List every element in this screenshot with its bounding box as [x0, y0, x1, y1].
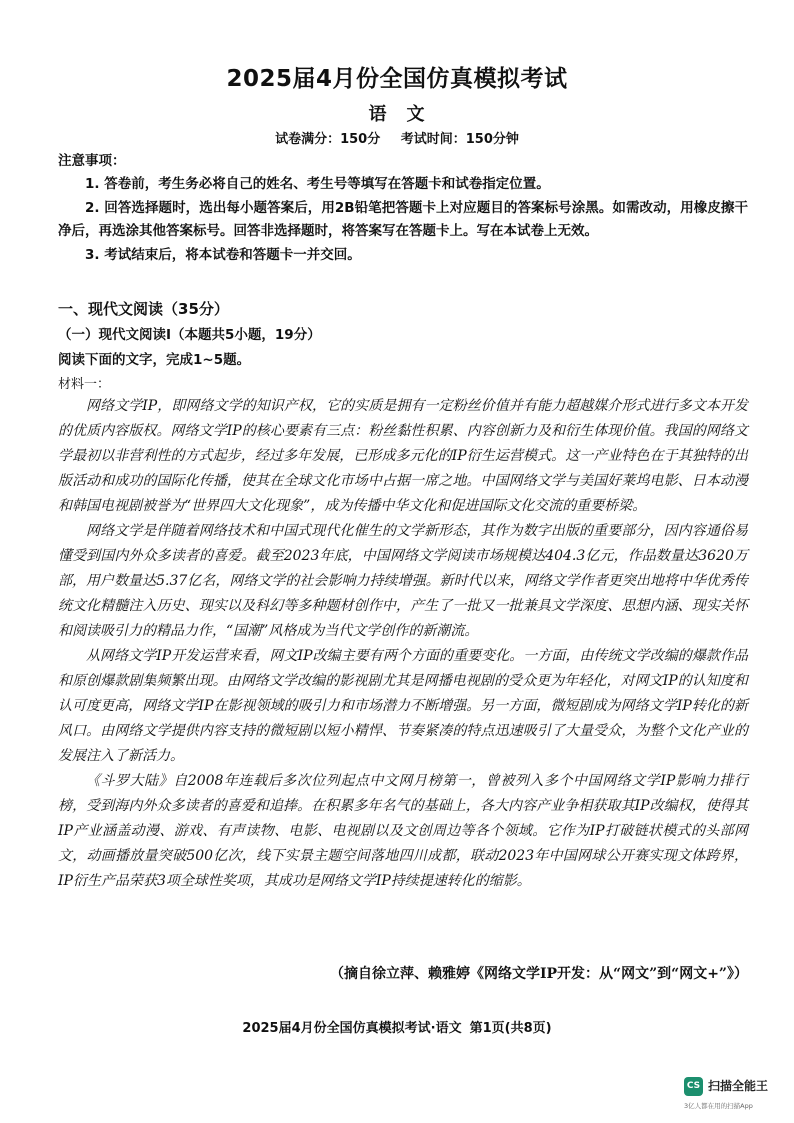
notes-block [58, 150, 748, 267]
section-title: 一、现代文阅读（35分） [58, 300, 229, 318]
watermark-name: 扫描全能王 [708, 1079, 769, 1093]
section-subtitle: （一）现代文阅读Ⅰ（本题共5小题，19分） [58, 327, 321, 343]
note-item: 1. 答卷前，考生务必将自己的姓名、考生号等填写在答题卡和试卷指定位置。 [85, 176, 550, 192]
exam-meta [0, 128, 794, 147]
page-number: 第1页(共8页) [469, 1021, 552, 1036]
passage-paragraph: 网络文学是伴随着网络技术和中国式现代化催生的文学新形态，其作为数字出版的重要部分，因内容通俗易懂受到国内外众多读者的喜爱。截至2023年底，中国网络文学阅读市场规模达404.3亿元，作品数量达3620万部，用户数量达5.37亿名，网络文学的社会影响力持续增强。新时代以来，网络文学作者更突出地将中华优秀传统文化精髓注入历史、现实以及科幻等多种题材创作中，产生了一批又一批兼具文学深度、思想内涵、现实关怀和阅读吸引力的精品力作，“国潮”风格成为当代文学创作的新潮流。 [58, 523, 748, 639]
full-score: 试卷满分：150分 [275, 132, 381, 147]
section-instruction: 阅读下面的文字，完成1~5题。 [58, 352, 251, 368]
page-footer [0, 1017, 794, 1036]
passage-paragraph: 从网络文学IP开发运营来看，网文IP改编主要有两个方面的重要变化。一方面，由传统文学改编的爆款作品和原创爆款剧集频繁出现。由网络文学改编的影视剧尤其是网播电视剧的受众更为年轻化，对网文IP的认知度和认可度更高，网络文学IP在影视领域的吸引力和市场潜力不断增强。另一方面，微短剧成为网络文学IP转化的新风口。由网络文学提供内容支持的微短剧以短小精悍、节奏紧凑的特点迅速吸引了大量受众，为整个文化产业的发展注入了新活力。 [58, 648, 748, 764]
exam-time: 考试时间：150分钟 [400, 132, 519, 147]
passage-paragraph: 网络文学IP，即网络文学的知识产权，它的实质是拥有一定粉丝价值并有能力超越媒介形式进行多文本开发的优质内容版权。网络文学IP的核心要素有三点：粉丝黏性积累、内容创新力及和衍生体现价值。我国的网络文学最初以非营利性的方式起步，经过多年发展，已形成多元化的IP衍生运营模式。这一产业特色在于其独特的出版活动和成功的国际化传播，使其在全球文化市场中占据一席之地。中国网络文学与美国好莱坞电影、日本动漫和韩国电视剧被誉为“世界四大文化现象”，成为传播中华文化和促进国际文化交流的重要桥梁。 [58, 398, 748, 514]
notes-heading: 注意事项： [58, 153, 126, 169]
exam-title: 2025届4月份全国仿真模拟考试 [226, 66, 568, 92]
passage-source: （摘自徐立萍、赖雅婷《网络文学IP开发：从“网文”到“网文+”》） [329, 966, 748, 982]
scanner-watermark [684, 1075, 789, 1115]
note-item: 2. 回答选择题时，选出每小题答案后，用2B铅笔把答题卡上对应题目的答案标号涂黑。如需改动，用橡皮擦干净后，再选涂其他答案标号。回答非选择题时，将答案写在答题卡上。写在本试卷上无效。 [58, 199, 748, 239]
passage [58, 394, 748, 894]
camscanner-logo-icon: CS [684, 1077, 703, 1096]
passage-paragraph: 《斗罗大陆》自2008年连载后多次位列起点中文网月榜第一，曾被列入多个中国网络文学IP影响力排行榜，受到海内外众多读者的喜爱和追捧。在积累多年名气的基础上，各大内容产业争相获取其IP改编权，使得其IP产业涵盖动漫、游戏、有声读物、电影、电视剧以及文创周边等各个领域。它作为IP打破链状模式的头部网文，动画播放量突破500亿次，线下实景主题空间落地四川成都，联动2023年中国网球公开赛实现文体跨界，IP衍生产品荣获3项全球性奖项，其成功是网络文学IP持续提速转化的缩影。 [58, 773, 748, 889]
footer-text: 2025届4月份全国仿真模拟考试·语文 [242, 1021, 462, 1036]
material-label: 材料一： [58, 377, 111, 392]
watermark-tagline: 3亿人都在用的扫描App [684, 1102, 753, 1110]
subject-title: 语 文 [368, 104, 426, 125]
note-item: 3. 考试结束后，将本试卷和答题卡一并交回。 [85, 246, 361, 263]
